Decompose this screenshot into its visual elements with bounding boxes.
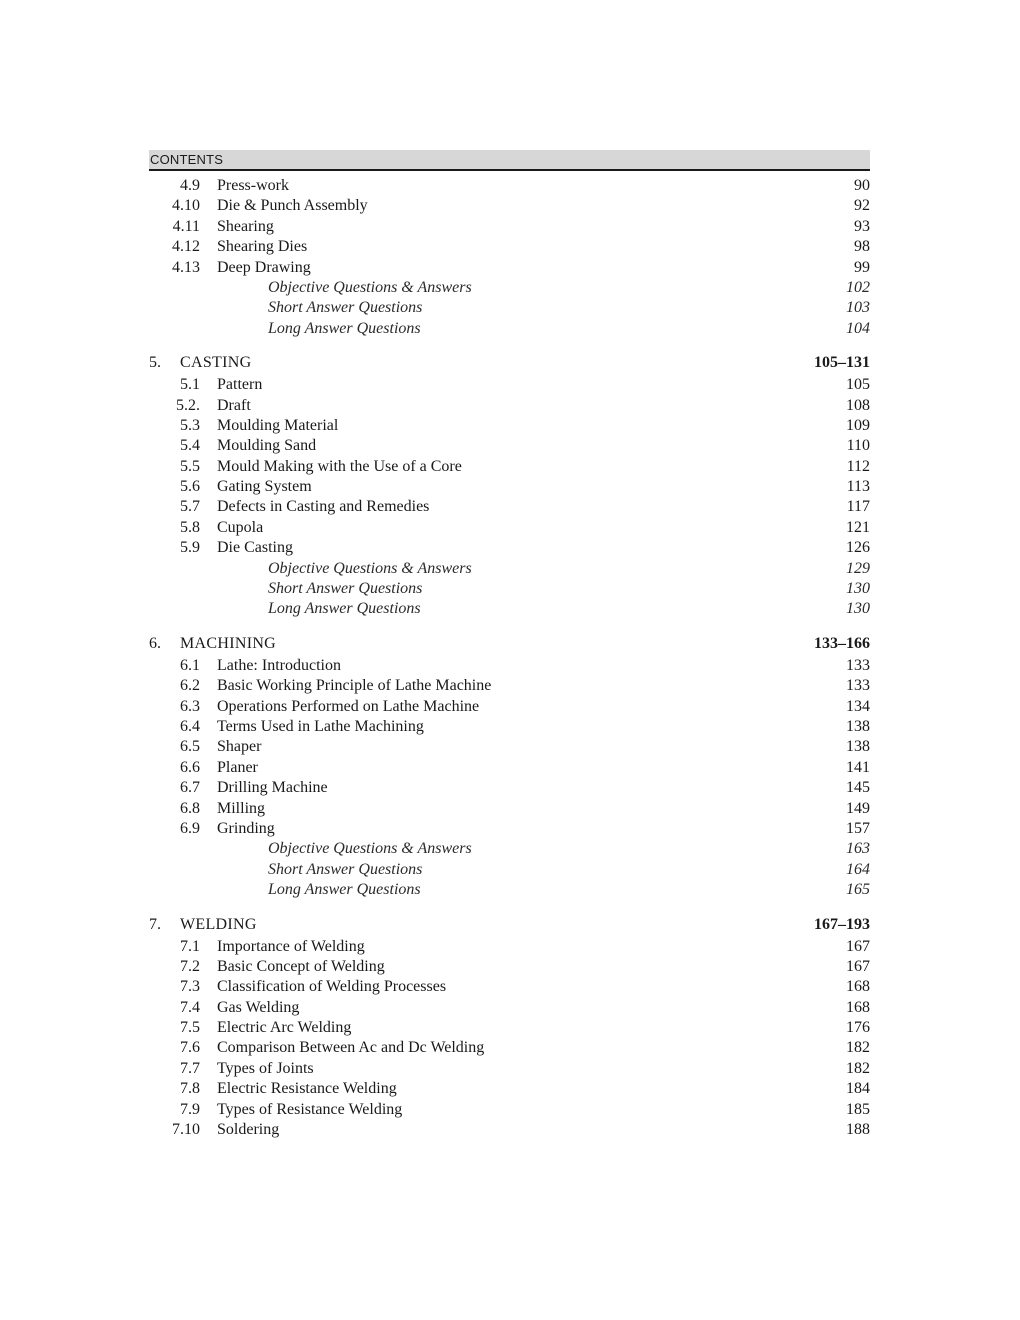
section-entry [149,819,870,839]
page-number: 105 [846,376,870,394]
section-number: 7.1 [180,937,200,955]
section-number: 5.8 [180,518,200,536]
page-number: 188 [846,1121,870,1139]
section-entry [149,497,870,517]
section-title: Terms Used in Lathe Machining [217,717,424,735]
section-title: Mould Making with the Use of a Core [217,457,462,475]
page-number: 167 [846,957,870,975]
page-number: 185 [846,1100,870,1118]
page-number: 117 [846,498,870,516]
section-entry [149,778,870,798]
page-number: 130 [846,580,870,598]
section-entry [149,518,870,538]
page-number: 138 [846,738,870,756]
page-number: 93 [854,217,870,235]
section-title: Defects in Casting and Remedies [217,498,430,516]
section-title: Shaper [217,738,262,756]
section-number: 4.9 [180,177,200,194]
section-title: Short Answer Questions [268,580,423,598]
page-number: 112 [846,457,870,475]
page-number: 113 [846,478,870,496]
section-title: Objective Questions & Answers [268,840,472,858]
section-entry [149,1100,870,1120]
section-number: 6.2 [180,677,200,695]
section-title: Gating System [217,478,312,496]
section-number: 7.5 [180,1019,200,1037]
section-entry [149,977,870,997]
question-entry [149,880,870,900]
section-number: 6.5 [180,738,200,756]
section-title: Short Answer Questions [268,299,423,317]
section-title: Shearing Dies [217,238,308,256]
section-entry [149,1038,870,1058]
section-title: Pattern [217,376,263,394]
section-entry [149,217,870,237]
page-number: 129 [846,559,870,577]
section-title: Short Answer Questions [268,860,423,878]
section-number: 6.8 [180,799,200,817]
question-entry [149,298,870,318]
chapter-number: 7. [149,915,161,933]
page-number: 133 [846,677,870,695]
section-number: 7.8 [180,1080,200,1098]
section-title: Basic Working Principle of Lathe Machine [217,677,492,695]
section-entry [149,1018,870,1038]
page-number: 109 [846,416,870,434]
section-number: 6.4 [180,717,200,735]
section-number: 7.10 [172,1121,200,1139]
page-number: 141 [846,758,870,776]
section-number: 7.6 [180,1039,200,1057]
question-entry [149,319,870,339]
question-entry [149,579,870,599]
section-title: Types of Resistance Welding [217,1100,403,1118]
section-title: Press-work [217,177,289,194]
page-number: 182 [846,1039,870,1057]
section-entry [149,1059,870,1079]
section-number: 7.9 [180,1100,200,1118]
section-number: 5.3 [180,416,200,434]
page-number: 163 [846,840,870,858]
chapter-title: MACHINING [180,634,277,652]
section-entry [149,1120,870,1140]
section-number: 4.11 [172,217,200,235]
page-number: 133 [846,656,870,674]
section-title: Drilling Machine [217,779,328,797]
section-title: Soldering [217,1121,280,1139]
section-title: Cupola [217,518,264,536]
page-number: 164 [846,860,870,878]
section-title: Lathe: Introduction [217,656,341,674]
section-number: 6.1 [180,656,200,674]
page-number: 176 [846,1019,870,1037]
section-title: Milling [217,799,266,817]
section-entry [149,1079,870,1099]
section-title: Shearing [217,217,274,235]
section-entry [149,737,870,757]
chapter-heading [149,632,870,656]
page-number: 145 [846,779,870,797]
page-number: 182 [846,1059,870,1077]
question-entry [149,860,870,880]
chapter-heading [149,351,870,375]
section-number: 6.3 [180,697,200,715]
section-entry [149,998,870,1018]
section-entry [149,477,870,497]
section-number: 5.6 [180,478,200,496]
section-entry [149,416,870,436]
section-number: 7.3 [180,978,200,996]
section-number: 6.6 [180,758,200,776]
page-number: 168 [846,998,870,1016]
page-number: 165 [846,881,870,899]
section-entry [149,758,870,778]
section-title: Electric Resistance Welding [217,1080,397,1098]
chapter-page-range: 133–166 [814,634,870,652]
chapter-page-range: 167–193 [814,915,870,933]
section-title: Objective Questions & Answers [268,559,472,577]
section-number: 5.1 [180,376,200,394]
section-entry [149,396,870,416]
section-number: 6.7 [180,779,200,797]
page-number: 104 [846,319,870,337]
chapter-heading [149,913,870,937]
section-number: 6.9 [180,819,200,837]
section-entry [149,237,870,257]
section-title: Planer [217,758,258,776]
chapter-number: 5. [149,354,161,372]
question-entry [149,839,870,859]
section-title: Long Answer Questions [268,600,421,618]
question-entry [149,599,870,619]
page-number: 134 [846,697,870,715]
page-number: 90 [854,177,870,194]
section-entry [149,375,870,395]
question-entry [149,559,870,579]
section-title: Electric Arc Welding [217,1019,352,1037]
section-title: Die & Punch Assembly [217,197,368,215]
section-title: Objective Questions & Answers [268,278,472,296]
page-number: 121 [846,518,870,536]
section-number: 4.13 [172,258,200,276]
section-title: Long Answer Questions [268,881,421,899]
section-entry [149,196,870,216]
section-title: Moulding Material [217,416,339,434]
section-number: 5.9 [180,539,200,557]
page-number: 98 [854,238,870,256]
chapter-number: 6. [149,634,161,652]
section-entry [149,436,870,456]
section-title: Grinding [217,819,275,837]
section-title: Die Casting [217,539,293,557]
section-title: Gas Welding [217,998,300,1016]
chapter-title: WELDING [180,915,257,933]
section-title: Comparison Between Ac and Dc Welding [217,1039,485,1057]
section-entry [149,676,870,696]
page-number: 92 [854,197,870,215]
section-entry [149,176,870,196]
section-title: Classification of Welding Processes [217,978,447,996]
section-number: 4.12 [172,238,200,256]
section-title: Deep Drawing [217,258,311,276]
page-number: 184 [846,1080,870,1098]
page-number: 103 [846,299,870,317]
section-number: 7.2 [180,957,200,975]
section-entry [149,697,870,717]
section-number: 5.5 [180,457,200,475]
section-title: Operations Performed on Lathe Machine [217,697,480,715]
section-number: 5.2. [176,396,200,414]
page-number: 126 [846,539,870,557]
page-number: 168 [846,978,870,996]
section-entry [149,538,870,558]
section-entry [149,717,870,737]
section-number: 5.7 [180,498,200,516]
running-header [149,150,870,171]
section-entry [149,457,870,477]
section-number: 7.7 [180,1059,200,1077]
section-entry [149,799,870,819]
section-title: Moulding Sand [217,437,317,455]
section-title: Basic Concept of Welding [217,957,385,975]
section-entry [149,957,870,977]
page-number: 157 [846,819,870,837]
section-number: 7.4 [180,998,200,1016]
chapter-title: CASTING [180,354,252,372]
section-entry [149,656,870,676]
chapter-page-range: 105–131 [814,354,870,372]
section-entry [149,937,870,957]
page-number: 99 [854,258,870,276]
section-title: Draft [217,396,251,414]
page-number: 167 [846,937,870,955]
section-title: Importance of Welding [217,937,365,955]
running-header-label: CONTENTS [150,152,224,167]
page-number: 110 [846,437,870,455]
page-number: 102 [846,278,870,296]
section-number: 4.10 [172,197,200,215]
question-entry [149,278,870,298]
section-title: Types of Joints [217,1059,314,1077]
table-of-contents [149,176,870,1140]
page-number: 130 [846,600,870,618]
section-entry [149,258,870,278]
page-number: 108 [846,396,870,414]
section-number: 5.4 [180,437,200,455]
page-number: 149 [846,799,870,817]
section-title: Long Answer Questions [268,319,421,337]
page-number: 138 [846,717,870,735]
